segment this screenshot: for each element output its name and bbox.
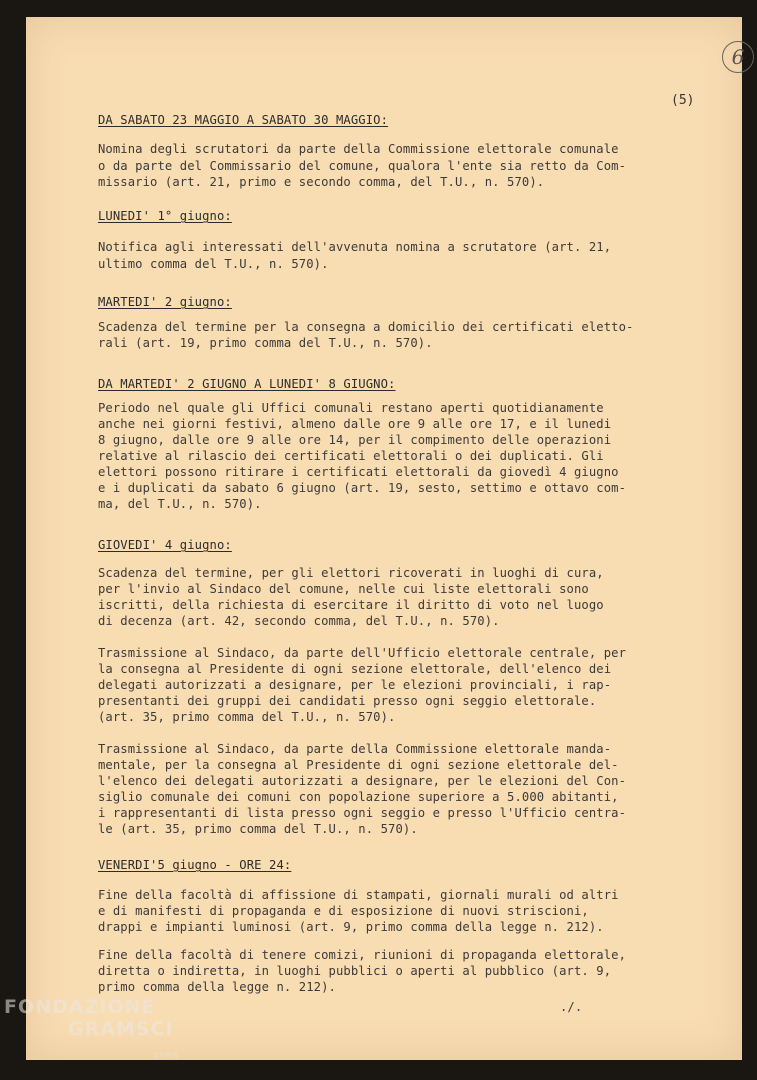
text-line: diretta o indiretta, in luoghi pubblici o aperti al pubblico (art. 9, bbox=[98, 964, 612, 978]
text-line: le (art. 35, primo comma del T.U., n. 570). bbox=[98, 822, 418, 836]
text-line: mentale, per la consegna al Presidente di ogni sezione elettorale del- bbox=[98, 758, 619, 772]
text-line: Fine della facoltà di affissione di stampati, giornali murali od altri bbox=[98, 888, 619, 902]
text-line: di decenza (art. 42, secondo comma, del T.U., n. 570). bbox=[98, 614, 500, 628]
text-line: Periodo nel quale gli Uffici comunali restano aperti quotidianamente bbox=[98, 401, 604, 415]
watermark-line-3: onlus bbox=[154, 1051, 179, 1061]
text-line: ./. bbox=[560, 1000, 583, 1014]
text-line: ma, del T.U., n. 570). bbox=[98, 497, 262, 511]
text-line: ultimo comma del T.U., n. 570). bbox=[98, 257, 329, 271]
text-line: anche nei giorni festivi, almeno dalle ore 9 alle ore 17, e il lunedi bbox=[98, 417, 612, 431]
text-line: primo comma della legge n. 212). bbox=[98, 980, 336, 994]
archive-watermark bbox=[4, 996, 194, 1076]
text-line: (art. 35, primo comma del T.U., n. 570). bbox=[98, 710, 396, 724]
handwritten-page-number: 6 bbox=[722, 41, 754, 73]
text-line: missario (art. 21, primo e secondo comma, del T.U., n. 570). bbox=[98, 175, 545, 189]
page-number: (5) bbox=[671, 93, 695, 108]
section-heading: DA SABATO 23 MAGGIO A SABATO 30 MAGGIO: bbox=[98, 113, 389, 127]
text-line: e di manifesti di propaganda e di esposizione di nuovi striscioni, bbox=[98, 904, 589, 918]
text-line: Fine della facoltà di tenere comizi, riunioni di propaganda elettorale, bbox=[98, 948, 627, 962]
watermark-line-2: GRAMSCI bbox=[68, 1018, 174, 1040]
text-line: relative al rilascio dei certificati elettorali o dei duplicati. Gli bbox=[98, 449, 604, 463]
section-heading: DA MARTEDI' 2 GIUGNO A LUNEDI' 8 GIUGNO: bbox=[98, 377, 396, 391]
text-line: o da parte del Commissario del comune, qualora l'ente sia retto da Com- bbox=[98, 159, 627, 173]
text-line: presentanti dei gruppi dei candidati presso ogni seggio elettorale. bbox=[98, 694, 597, 708]
text-line: Notifica agli interessati dell'avvenuta nomina a scrutatore (art. 21, bbox=[98, 240, 612, 254]
text-line: la consegna al Presidente di ogni sezione elettorale, dell'elenco dei bbox=[98, 662, 612, 676]
text-line: Nomina degli scrutatori da parte della Commissione elettorale comunale bbox=[98, 142, 619, 156]
text-line: i rappresentanti di lista presso ogni seggio e presso l'Ufficio centra- bbox=[98, 806, 627, 820]
text-line: rali (art. 19, primo comma del T.U., n. 570). bbox=[98, 336, 433, 350]
text-line: Trasmissione al Sindaco, da parte della Commissione elettorale manda- bbox=[98, 742, 612, 756]
text-line: l'elenco dei delegati autorizzati a designare, per le elezioni del Con- bbox=[98, 774, 627, 788]
text-line: siglio comunale dei comuni con popolazione superiore a 5.000 abitanti, bbox=[98, 790, 619, 804]
text-line: Trasmissione al Sindaco, da parte dell'Ufficio elettorale centrale, per bbox=[98, 646, 627, 660]
text-line: per l'invio al Sindaco del comune, nelle cui liste elettorali sono bbox=[98, 582, 589, 596]
text-line: iscritti, della richiesta di esercitare il diritto di voto nel luogo bbox=[98, 598, 604, 612]
section-heading: VENERDI'5 giugno - ORE 24: bbox=[98, 858, 292, 872]
text-line: 8 giugno, dalle ore 9 alle ore 14, per il compimento delle operazioni bbox=[98, 433, 612, 447]
text-line: e i duplicati da sabato 6 giugno (art. 19, sesto, settimo e ottavo com- bbox=[98, 481, 627, 495]
text-line: Scadenza del termine per la consegna a domicilio dei certificati eletto- bbox=[98, 320, 634, 334]
text-line: delegati autorizzati a designare, per le elezioni provinciali, i rap- bbox=[98, 678, 612, 692]
text-line: Scadenza del termine, per gli elettori ricoverati in luoghi di cura, bbox=[98, 566, 604, 580]
text-line: elettori possono ritirare i certificati elettorali da giovedì 4 giugno bbox=[98, 465, 619, 479]
section-heading: GIOVEDI' 4 giugno: bbox=[98, 538, 232, 552]
section-heading: MARTEDI' 2 giugno: bbox=[98, 295, 232, 309]
section-heading: LUNEDI' 1° giugno: bbox=[98, 209, 232, 223]
watermark-line-1: FONDAZIONE bbox=[4, 996, 156, 1018]
text-line: drappi e impianti luminosi (art. 9, primo comma della legge n. 212). bbox=[98, 920, 604, 934]
